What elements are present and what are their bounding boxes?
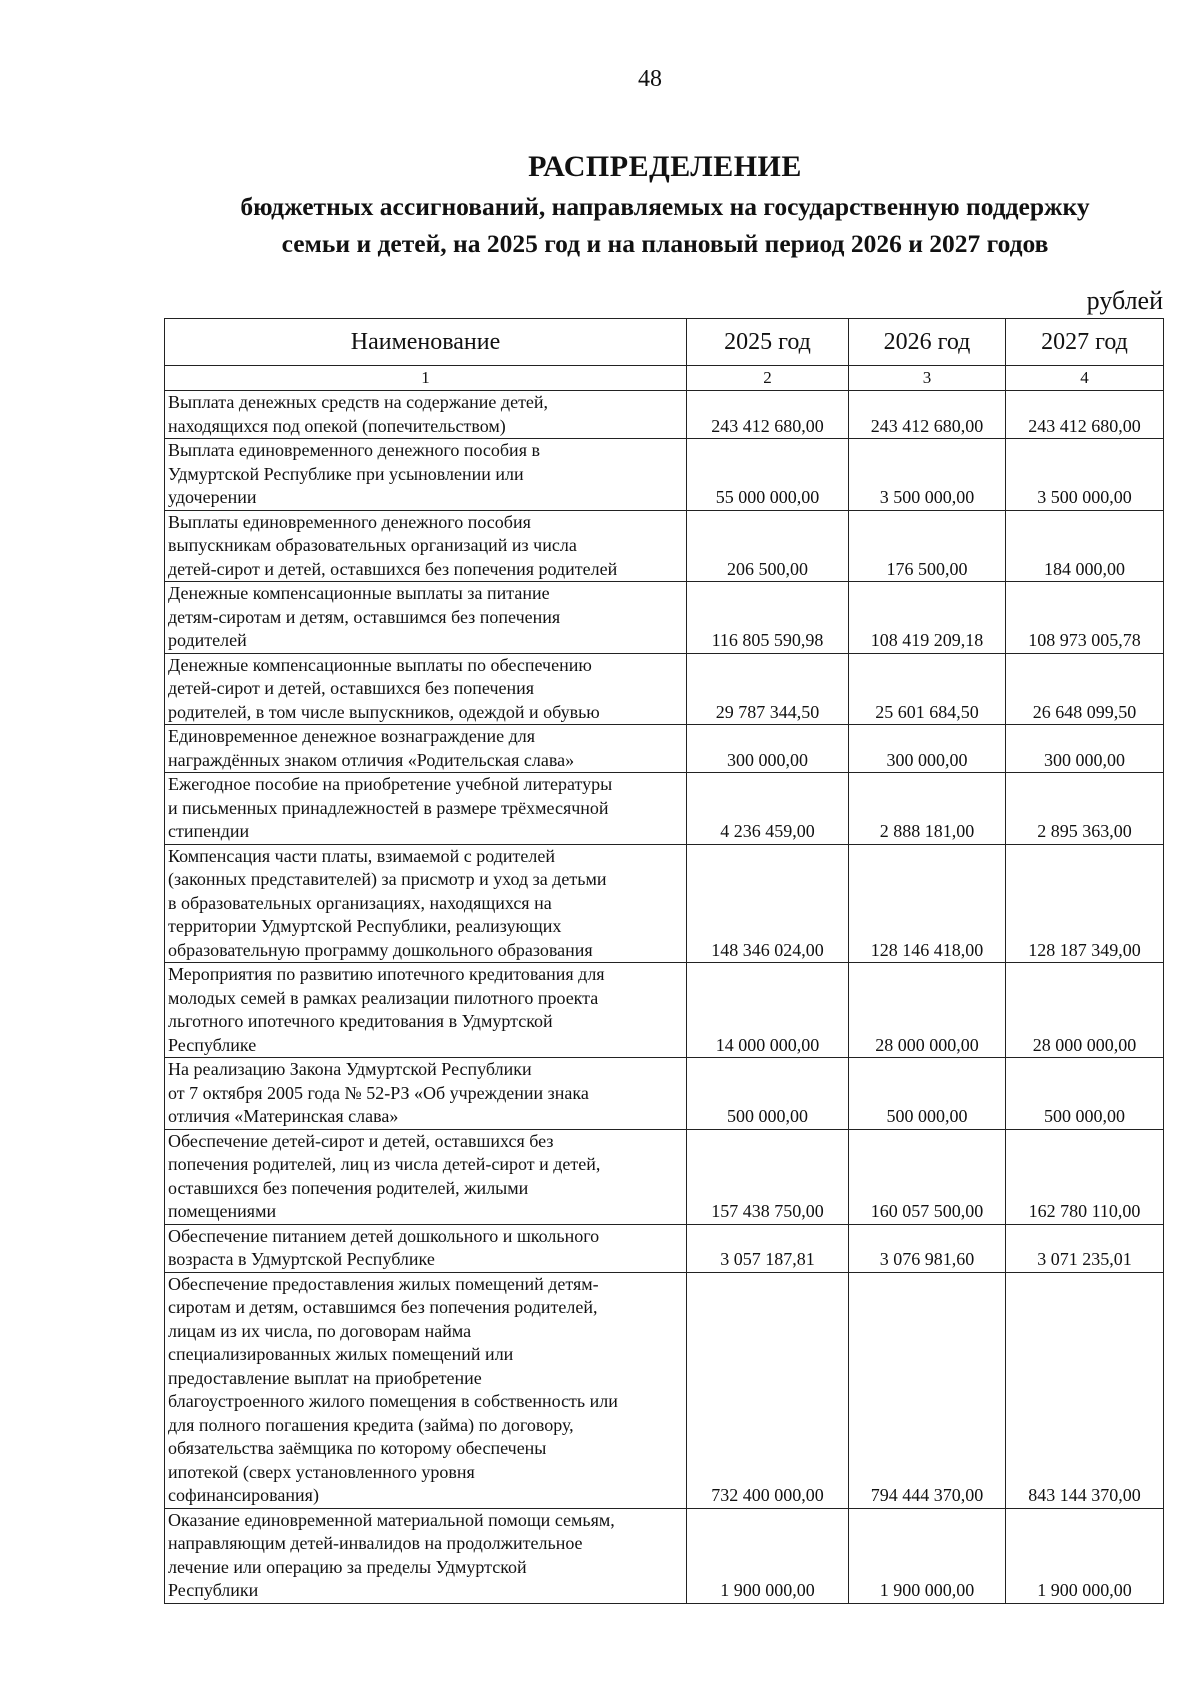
row-name xyxy=(165,1129,687,1224)
value-2027-cell xyxy=(1006,963,1164,1058)
value-2025: 116 805 590,98 xyxy=(711,630,824,650)
row-name-line: (законных представителей) за присмотр и уход за детьми xyxy=(168,869,607,889)
row-name-line: для полного погашения кредита (займа) по договору, xyxy=(168,1414,574,1435)
row-name-line: Денежные компенсационные выплаты за питание xyxy=(168,583,550,603)
value-2027-cell xyxy=(1006,1272,1164,1508)
row-name-line: Единовременное денежное вознаграждение для xyxy=(168,726,536,746)
table-row xyxy=(165,725,1164,773)
value-2025-cell xyxy=(687,1058,849,1130)
row-name-line: специализированных жилых помещений или xyxy=(168,1344,514,1364)
row-name-line: помещениями xyxy=(168,1201,277,1221)
row-name-line: Обеспечение питанием детей дошкольного и школьного xyxy=(168,1225,600,1246)
header-2027: 2027 год xyxy=(1006,319,1164,366)
value-2027-cell xyxy=(1006,725,1164,773)
value-2026-cell xyxy=(849,725,1006,773)
row-name-line: награждённых знаком отличия «Родительская слава» xyxy=(168,749,575,770)
value-2027-cell xyxy=(1006,653,1164,725)
value-2026-cell xyxy=(849,1508,1006,1603)
column-number: 4 xyxy=(1006,366,1164,391)
value-2026: 500 000,00 xyxy=(886,1106,968,1126)
value-2027-cell xyxy=(1006,1058,1164,1130)
row-name-line: Компенсация части платы, взимаемой с родителей xyxy=(168,845,556,866)
row-name-line: Республике xyxy=(168,1034,257,1055)
row-name xyxy=(165,439,687,511)
row-name xyxy=(165,391,687,439)
value-2025-cell xyxy=(687,844,849,963)
value-2026-cell xyxy=(849,391,1006,439)
row-name xyxy=(165,1224,687,1272)
value-2026: 25 601 684,50 xyxy=(875,701,979,722)
subtitle-line: семьи и детей, на 2025 год и на плановый период 2026 и 2027 годов xyxy=(281,229,1049,258)
table-row xyxy=(165,653,1164,725)
value-2025: 4 236 459,00 xyxy=(720,821,815,841)
value-2027-cell xyxy=(1006,844,1164,963)
row-name-line: территории Удмуртской Республики, реализующих xyxy=(168,916,562,936)
column-number-row xyxy=(165,366,1164,391)
table-row xyxy=(165,1224,1164,1272)
value-2027: 128 187 349,00 xyxy=(1028,939,1141,960)
value-2025: 55 000 000,00 xyxy=(715,487,820,507)
row-name-line: Денежные компенсационные выплаты по обеспечению xyxy=(168,654,592,675)
value-2027-cell xyxy=(1006,510,1164,582)
value-2025-cell xyxy=(687,963,849,1058)
value-2025-cell xyxy=(687,725,849,773)
value-2027: 500 000,00 xyxy=(1044,1106,1125,1126)
value-2026-cell xyxy=(849,963,1006,1058)
document-title: РАСПРЕДЕЛЕНИЕ xyxy=(528,150,802,183)
value-2025-cell xyxy=(687,1129,849,1224)
value-2027-cell xyxy=(1006,439,1164,511)
value-2025: 1 900 000,00 xyxy=(720,1580,815,1600)
row-name-line: Мероприятия по развитию ипотечного кредитования для xyxy=(168,964,605,984)
value-2025: 206 500,00 xyxy=(727,558,808,579)
value-2026-cell xyxy=(849,1058,1006,1130)
value-2026-cell xyxy=(849,844,1006,963)
column-number: 2 xyxy=(687,366,849,391)
header-2025: 2025 год xyxy=(687,319,849,366)
row-name-line: молодых семей в рамках реализации пилотного проекта xyxy=(168,987,599,1008)
document-subtitle xyxy=(0,188,1200,262)
value-2025-cell xyxy=(687,391,849,439)
row-name-line: детей-сирот и детей, оставшихся без попечения родителей xyxy=(168,558,618,579)
row-name xyxy=(165,1058,687,1130)
row-name-line: от 7 октября 2005 года № 52-РЗ «Об учреждении знака xyxy=(168,1082,589,1103)
row-name-line: Ежегодное пособие на приобретение учебной литературы xyxy=(168,774,613,794)
row-name-line: лечение или операцию за пределы Удмуртской xyxy=(168,1556,527,1577)
table-row xyxy=(165,844,1164,963)
row-name-line: в образовательных организациях, находящихся на xyxy=(168,892,552,913)
value-2027: 2 895 363,00 xyxy=(1037,821,1132,841)
row-name xyxy=(165,725,687,773)
value-2026: 108 419 209,18 xyxy=(870,630,984,650)
value-2026-cell xyxy=(849,582,1006,654)
value-2026-cell xyxy=(849,1272,1006,1508)
row-name-line: Оказание единовременной материальной помощи семьям, xyxy=(168,1509,615,1530)
value-2027: 3 500 000,00 xyxy=(1037,487,1132,507)
row-name-line: сиротам и детям, оставшимся без попечения родителей, xyxy=(168,1297,598,1317)
value-2025: 732 400 000,00 xyxy=(711,1485,824,1505)
value-2027: 243 412 680,00 xyxy=(1028,415,1141,436)
value-2025: 243 412 680,00 xyxy=(711,415,824,436)
row-name-line: и письменных принадлежностей в размере трёхмесячной xyxy=(168,797,609,818)
table-row xyxy=(165,510,1164,582)
allocation-table xyxy=(164,318,1164,1604)
value-2025-cell xyxy=(687,439,849,511)
row-name xyxy=(165,510,687,582)
value-2025: 300 000,00 xyxy=(727,749,808,770)
row-name xyxy=(165,844,687,963)
value-2027-cell xyxy=(1006,773,1164,845)
value-2027: 162 780 110,00 xyxy=(1028,1201,1141,1221)
value-2027-cell xyxy=(1006,1129,1164,1224)
value-2026-cell xyxy=(849,1129,1006,1224)
row-name-line: стипендии xyxy=(168,821,250,841)
row-name-line: выпускникам образовательных организаций из числа xyxy=(168,535,577,555)
value-2026-cell xyxy=(849,1224,1006,1272)
subtitle-line: бюджетных ассигнований, направляемых на государственную поддержку xyxy=(240,192,1090,221)
table-header-row xyxy=(165,319,1164,366)
column-number: 3 xyxy=(849,366,1006,391)
row-name-line: софинансирования) xyxy=(168,1485,319,1505)
header-name: Наименование xyxy=(165,319,687,366)
value-2025-cell xyxy=(687,773,849,845)
value-2026-cell xyxy=(849,439,1006,511)
value-2025: 500 000,00 xyxy=(727,1106,808,1126)
row-name-line: обязательства заёмщика по которому обеспечены xyxy=(168,1438,547,1458)
row-name-line: Выплата единовременного денежного пособия в xyxy=(168,440,540,460)
row-name xyxy=(165,1508,687,1603)
column-number: 1 xyxy=(165,366,687,391)
value-2027: 26 648 099,50 xyxy=(1032,701,1137,722)
row-name-line: льготного ипотечного кредитования в Удмуртской xyxy=(168,1011,553,1031)
value-2026: 160 057 500,00 xyxy=(870,1201,984,1221)
row-name xyxy=(165,653,687,725)
value-2026: 176 500,00 xyxy=(886,558,968,579)
value-2027: 3 071 235,01 xyxy=(1037,1249,1132,1269)
units-label: рублей xyxy=(1086,286,1163,315)
value-2027: 843 144 370,00 xyxy=(1028,1485,1141,1505)
value-2027-cell xyxy=(1006,1224,1164,1272)
value-2025-cell xyxy=(687,1224,849,1272)
row-name-line: Выплата денежных средств на содержание детей, xyxy=(168,392,549,412)
header-2026: 2026 год xyxy=(849,319,1006,366)
value-2026: 794 444 370,00 xyxy=(870,1485,984,1505)
table-row xyxy=(165,439,1164,511)
value-2025: 29 787 344,50 xyxy=(715,701,820,722)
row-name xyxy=(165,1272,687,1508)
row-name-line: Обеспечение детей-сирот и детей, оставшихся без xyxy=(168,1130,554,1151)
row-name-line: На реализацию Закона Удмуртской Республики xyxy=(168,1059,532,1079)
row-name-line: благоустроенного жилого помещения в собственность или xyxy=(168,1391,618,1411)
value-2027: 28 000 000,00 xyxy=(1032,1034,1137,1055)
row-name-line: удочерении xyxy=(168,487,257,507)
row-name-line: Обеспечение предоставления жилых помещений детям- xyxy=(168,1273,599,1294)
value-2025-cell xyxy=(687,510,849,582)
row-name-line: Выплаты единовременного денежного пособия xyxy=(168,511,531,532)
value-2027-cell xyxy=(1006,1508,1164,1603)
value-2026: 128 146 418,00 xyxy=(870,939,984,960)
row-name-line: отличия «Материнская слава» xyxy=(168,1106,399,1126)
value-2026: 300 000,00 xyxy=(886,749,968,770)
table-row xyxy=(165,963,1164,1058)
value-2025-cell xyxy=(687,1508,849,1603)
value-2025: 3 057 187,81 xyxy=(720,1249,815,1269)
row-name-line: находящихся под опекой (попечительством) xyxy=(168,415,506,436)
value-2027: 108 973 005,78 xyxy=(1028,630,1141,650)
table-body xyxy=(165,391,1164,1604)
row-name xyxy=(165,582,687,654)
table-row xyxy=(165,582,1164,654)
value-2026-cell xyxy=(849,653,1006,725)
value-2026: 243 412 680,00 xyxy=(870,415,984,436)
row-name-line: попечения родителей, лиц из числа детей-сирот и детей, xyxy=(168,1154,601,1174)
value-2025-cell xyxy=(687,653,849,725)
table-row xyxy=(165,773,1164,845)
row-name-line: ипотекой (сверх установленного уровня xyxy=(168,1461,475,1482)
value-2025: 157 438 750,00 xyxy=(711,1201,824,1221)
row-name xyxy=(165,773,687,845)
value-2026: 2 888 181,00 xyxy=(879,821,975,841)
row-name-line: родителей xyxy=(168,630,247,650)
row-name-line: предоставление выплат на приобретение xyxy=(168,1367,482,1388)
value-2025: 14 000 000,00 xyxy=(715,1034,820,1055)
value-2026-cell xyxy=(849,773,1006,845)
table-row xyxy=(165,1058,1164,1130)
value-2026: 28 000 000,00 xyxy=(875,1034,979,1055)
row-name-line: образовательную программу дошкольного образования xyxy=(168,939,593,960)
table-row xyxy=(165,391,1164,439)
row-name-line: возраста в Удмуртской Республике xyxy=(168,1249,435,1269)
value-2026: 3 500 000,00 xyxy=(879,487,975,507)
row-name-line: Удмуртской Республике при усыновлении или xyxy=(168,463,524,484)
row-name-line: детей-сирот и детей, оставшихся без попечения xyxy=(168,678,535,698)
value-2025-cell xyxy=(687,582,849,654)
row-name-line: родителей, в том числе выпускников, одеждой и обувью xyxy=(168,701,600,722)
value-2027: 1 900 000,00 xyxy=(1037,1580,1132,1600)
row-name xyxy=(165,963,687,1058)
row-name-line: направляющим детей-инвалидов на продолжительное xyxy=(168,1533,583,1553)
row-name-line: Республики xyxy=(168,1580,259,1600)
value-2026: 1 900 000,00 xyxy=(879,1580,975,1600)
page-number: 48 xyxy=(638,66,662,92)
value-2025-cell xyxy=(687,1272,849,1508)
table-row xyxy=(165,1272,1164,1508)
row-name-line: лицам из их числа, по договорам найма xyxy=(168,1320,472,1341)
table-row xyxy=(165,1508,1164,1603)
value-2025: 148 346 024,00 xyxy=(711,939,824,960)
table-row xyxy=(165,1129,1164,1224)
row-name-line: детям-сиротам и детям, оставшимся без попечения xyxy=(168,606,561,627)
value-2027-cell xyxy=(1006,391,1164,439)
value-2026: 3 076 981,60 xyxy=(879,1249,975,1269)
value-2027-cell xyxy=(1006,582,1164,654)
row-name-line: оставшихся без попечения родителей, жилыми xyxy=(168,1177,529,1198)
value-2027: 300 000,00 xyxy=(1044,749,1125,770)
value-2026-cell xyxy=(849,510,1006,582)
value-2027: 184 000,00 xyxy=(1044,558,1125,579)
